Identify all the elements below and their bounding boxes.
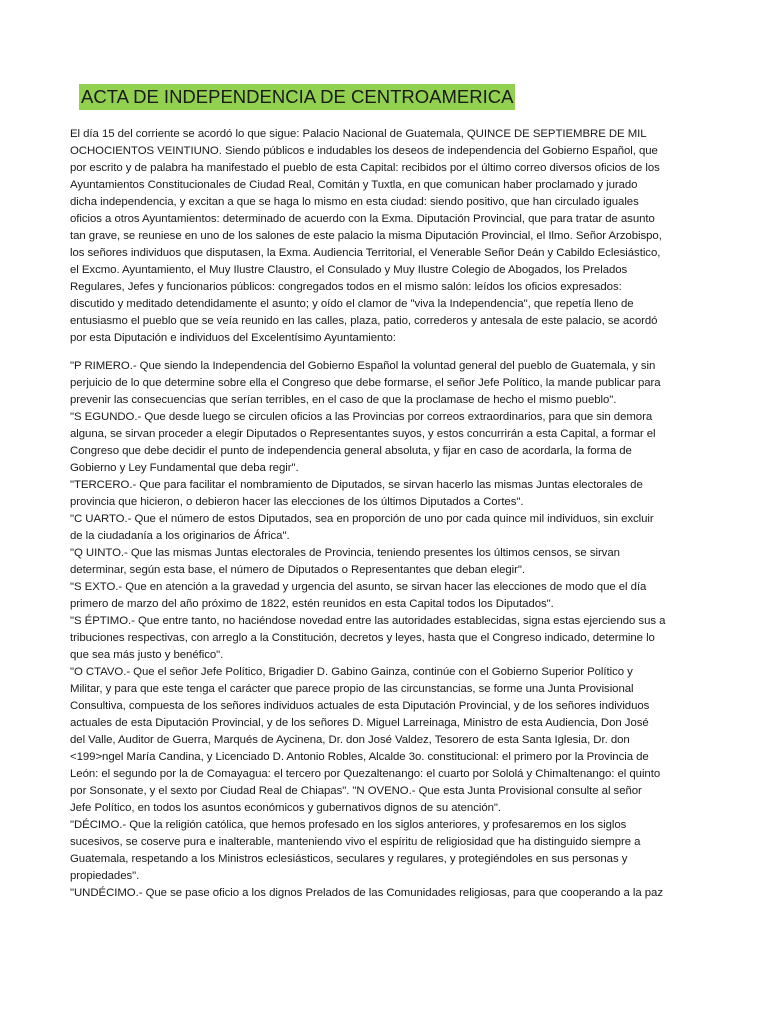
- article-segundo: "S EGUNDO.- Que desde luego se circulen oficios a las Provincias por correos extraordinarios, para que sin demora alguna, se sirvan proceder a elegir Diputados o Representantes suyos, y estos concurrirán a esta Capital, a formar el Congreso que debe decidir el punto de independencia general absoluta, y fijar en caso de acordarla, la forma de Gobierno y Ley Fundamental que deba regir".: [70, 411, 656, 474]
- context-paragraph: Ayuntamientos Constitucionales de Ciudad Real, Comitán y Tuxtla, en que comunican haber proclamado y jurado dicha independencia, y excitan a que se haga lo mismo en esta ciudad: siendo positivo, que han circulado iguales oficios a otros Ayuntamientos: determinado de acuerdo con la Exma. Diputación Provincial, que para tratar de asunto tan grave, se reuniese en uno de los salones de este palacio la misma Diputación Provincial, el Ilmo. Señor Arzobispo, los señores individuos que disputasen, la Exma. Audiencia Territorial, el Venerable Señor Deán y Cabildo Eclesiástico, el Excmo. Ayuntamiento, el Muy Ilustre Claustro, el Consulado y Muy Ilustre Colegio de Abogados, los Prelados Regulares, Jefes y funcionarios públicos: congregados todos en el mismo salón: leídos los oficios expresados: discutido y meditado detendidamente el asunto; y oído el clamor de "viva la Independencia", que repetía lleno de entusiasmo el pueblo que se veía reunido en las calles, plaza, patio, correderos y antesala de este palacio, se acordó por esta Diputación e individuos del Excelentísimo Ayuntamiento:: [70, 179, 662, 344]
- article-decimo: "DÉCIMO.- Que la religión católica, que hemos profesado en los siglos anteriores, y profesaremos en los siglos sucesivos, se coserve pura e inalterable, manteniendo vivo el espíritu de religiosidad que ha distinguido siempre a Guatemala, respetando a los Ministros eclesiásticos, seculares y regulares, y protegiéndoles en sus personas y propiedades".: [70, 819, 641, 882]
- intro-paragraph: El día 15 del corriente se acordó lo que sigue: Palacio Nacional de Guatemala, QUINCE DE SEPTIEMBRE DE MIL OCHOCIENTOS VEINTIUNO. Siendo públicos e indudables los deseos de independencia del Gobierno Español, que por escrito y de palabra ha manifestado el pueblo de esta Capital: recibidos por el último correo diversos oficios de los: [70, 128, 660, 174]
- article-septimo: "S ÉPTIMO.- Que entre tanto, no haciéndose novedad entre las autoridades establecidas, signa estas ejerciendo sus a tribuciones respectivas, con arreglo a la Constitución, decretos y leyes, hasta que el Congreso indicado, determine lo que sea más justo y benéfico".: [70, 615, 666, 661]
- article-cuarto: "C UARTO.- Que el número de estos Diputados, sea en proporción de uno por cada quince mil individuos, sin excluir de la ciudadanía a los originarios de África".: [70, 513, 654, 542]
- article-octavo: "O CTAVO.- Que el señor Jefe Político, Brigadier D. Gabino Gainza, continúe con el Gobierno Superior Político y Militar, y para que este tenga el carácter que parece propio de las circunstancias, se forme una Junta Provisional Consultiva, compuesta de los señores individuos actuales de esta Diputación Provincial, y de los señores individuos actuales de esta Diputación Provincial, y de los señores D. Miguel Larreinaga, Ministro de esta Audiencia, Don José del Valle, Auditor de Guerra, Marqués de Aycinena, Dr. don José Valdez, Tesorero de esta Santa Iglesia, Dr. don <199>ngel María Candina, y Licenciado D. Antonio Robles, Alcalde 3o. constitucional: el primero por la Provincia de León: el segundo por la de Comayagua: el tercero por Quezaltenango: el cuarto por Sololá y Chimaltenango: el quinto por Sonsonate, y el sexto por Ciudad Real de Chiapas". "N OVENO.- Que esta Junta Provisional consulte al señor Jefe Político, en todos los asuntos económicos y gubernativos dignos de su atención".: [70, 666, 661, 814]
- document-body: [70, 126, 666, 902]
- article-tercero: "TERCERO.- Que para facilitar el nombramiento de Diputados, se sirvan hacerlo las mismas Juntas electorales de provincia que hicieron, o debieron hacer las elecciones de los últimos Diputados a Cortes".: [70, 479, 643, 508]
- article-sexto: "S EXTO.- Que en atención a la gravedad y urgencia del asunto, se sirvan hacer las elecciones de modo que el día primero de marzo del año próximo de 1822, estén reunidos en esta Capital todos los Diputados".: [70, 581, 647, 610]
- paragraph-spacer: [70, 347, 666, 358]
- title-container: [79, 84, 515, 110]
- document-title: ACTA DE INDEPENDENCIA DE CENTROAMERICA: [79, 84, 515, 110]
- article-undecimo: "UNDÉCIMO.- Que se pase oficio a los dignos Prelados de las Comunidades religiosas, para que cooperando a la paz: [70, 887, 663, 899]
- article-quinto: "Q UINTO.- Que las mismas Juntas electorales de Provincia, teniendo presentes los últimos censos, se sirvan determinar, según esta base, el número de Diputados o Representantes que deban elegir".: [70, 547, 620, 576]
- article-primero: "P RIMERO.- Que siendo la Independencia del Gobierno Español la voluntad general del pueblo de Guatemala, y sin perjuicio de lo que determine sobre ella el Congreso que debe formarse, el señor Jefe Político, la mande publicar para prevenir las consecuencias que serían terribles, en el caso de que la proclamase de hecho el mismo pueblo".: [70, 360, 661, 406]
